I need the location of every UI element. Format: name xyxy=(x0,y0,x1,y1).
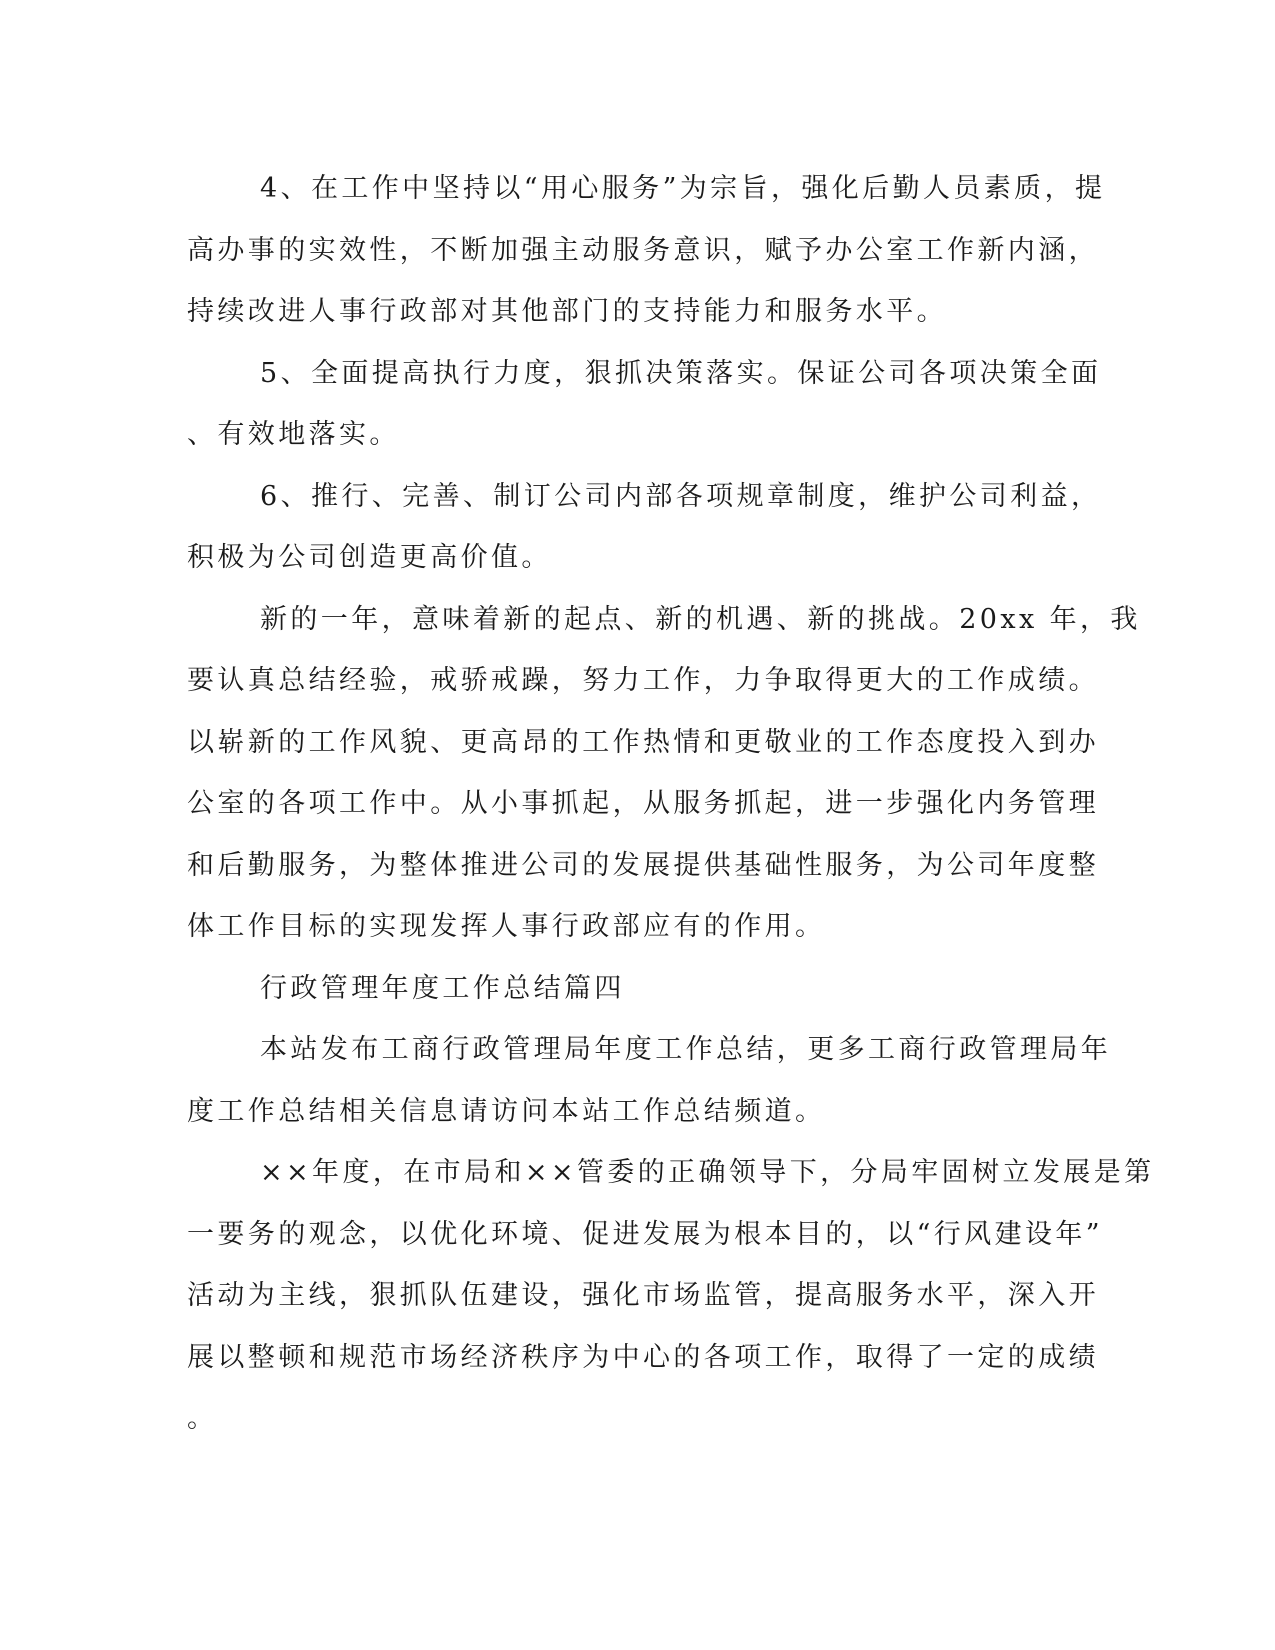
text-line: 本站发布工商行政管理局年度工作总结，更多工商行政管理局年 xyxy=(260,1034,1112,1065)
text-line: ××年度，在市局和××管委的正确领导下，分局牢固树立发展是第 xyxy=(260,1157,1155,1188)
text-line: 6、推行、完善、制订公司内部各项规章制度，维护公司利益， xyxy=(260,480,1102,512)
document-body xyxy=(187,158,1155,1450)
text-line: 要认真总结经验，戒骄戒躁，努力工作，力争取得更大的工作成绩。 xyxy=(187,665,1099,696)
text-line: 高办事的实效性，不断加强主动服务意识，赋予办公室工作新内涵， xyxy=(187,234,1099,266)
text-line: 体工作目标的实现发挥人事行政部应有的作用。 xyxy=(187,911,826,942)
text-line: 公室的各项工作中。从小事抓起，从服务抓起，进一步强化内务管理 xyxy=(187,788,1099,819)
text-line: 以崭新的工作风貌、更高昂的工作热情和更敬业的工作态度投入到办 xyxy=(187,726,1099,758)
text-line: 。 xyxy=(187,1403,218,1434)
text-line: 活动为主线，狠抓队伍建设，强化市场监管，提高服务水平，深入开 xyxy=(187,1280,1099,1311)
text-line: 4、在工作中坚持以“用心服务”为宗旨，强化后勤人员素质，提 xyxy=(260,173,1106,204)
section-heading: 行政管理年度工作总结篇四 xyxy=(260,972,625,1004)
text-line: 5、全面提高执行力度，狠抓决策落实。保证公司各项决策全面 xyxy=(260,357,1102,389)
text-line: 积极为公司创造更高价值。 xyxy=(187,542,552,573)
text-line: 、有效地落实。 xyxy=(187,419,400,450)
text-line: 展以整顿和规范市场经济秩序为中心的各项工作，取得了一定的成绩 xyxy=(187,1341,1099,1373)
text-line: 新的一年，意味着新的起点、新的机遇、新的挑战。20xx 年，我 xyxy=(260,603,1141,635)
text-line: 持续改进人事行政部对其他部门的支持能力和服务水平。 xyxy=(187,296,947,327)
text-line: 度工作总结相关信息请访问本站工作总结频道。 xyxy=(187,1095,826,1127)
text-line: 一要务的观念，以优化环境、促进发展为根本目的，以“行风建设年” xyxy=(187,1218,1104,1250)
text-line: 和后勤服务，为整体推进公司的发展提供基础性服务，为公司年度整 xyxy=(187,849,1099,881)
